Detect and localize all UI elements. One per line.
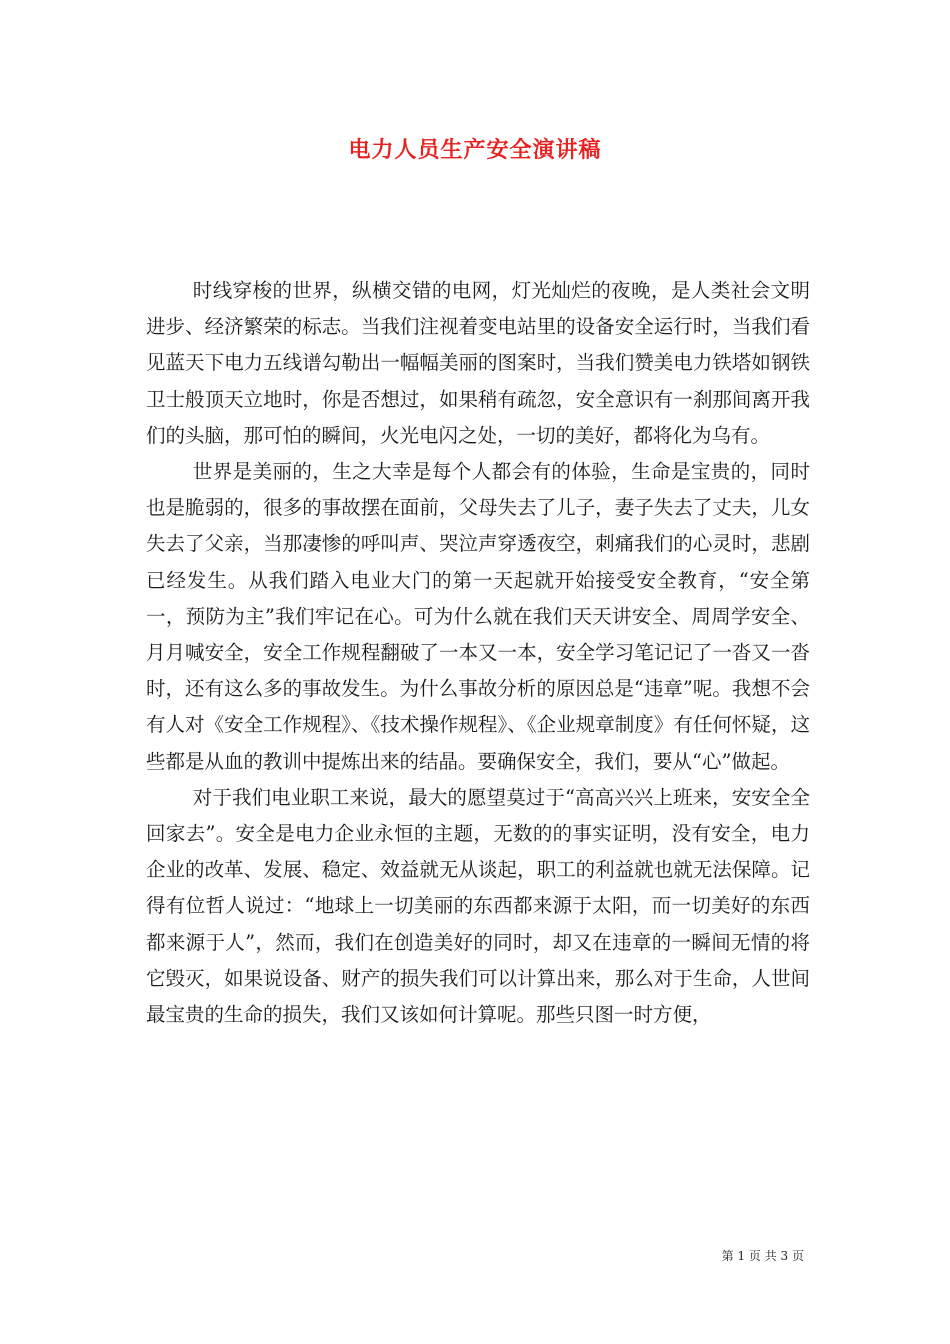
document-title: 电力人员生产安全演讲稿 [348,137,602,163]
paragraph-1: 时线穿梭的世界，纵横交错的电网，灯光灿烂的夜晚，是人类社会文明进步、经济繁荣的标志。当我们注视着变电站里的设备安全运行时，当我们看见蓝天下电力五线谱勾勒出一幅幅美丽的图案时，当我们赞美电力铁塔如钢铁卫士般顶天立地时，你是否想过，如果稍有疏忽，安全意识有一刹那间离开我们的头脑，那可怕的瞬间，火光电闪之处，一切的美好，都将化为乌有。 [146,279,810,447]
page-footer: 第 1 页 共 3 页 [721,1249,804,1263]
paragraph-3: 对于我们电业职工来说，最大的愿望莫过于“高高兴兴上班来，安安全全回家去”。安全是电力企业永恒的主题，无数的的事实证明，没有安全，电力企业的改革、发展、稳定、效益就无从谈起，职工的利益就也就无法保障。记得有位哲人说过：“地球上一切美丽的东西都来源于太阳，而一切美好的东西都来源于人”，然而，我们在创造美好的同时，却又在违章的一瞬间无情的将它毁灭，如果说设备、财产的损失我们可以计算出来，那么对于生命，人世间最宝贵的生命的损失，我们又该如何计算呢。那些只图一时方便， [146,785,810,1027]
document-body [146,273,810,1033]
paragraph-2: 世界是美丽的，生之大幸是每个人都会有的体验，生命是宝贵的，同时也是脆弱的，很多的事故摆在面前，父母失去了儿子，妻子失去了丈夫，儿女失去了父亲，当那凄惨的呼叫声、哭泣声穿透夜空，刺痛我们的心灵时，悲剧已经发生。从我们踏入电业大门的第一天起就开始接受安全教育，“安全第一，预防为主”我们牢记在心。可为什么就在我们天天讲安全、周周学安全、月月喊安全，安全工作规程翻破了一本又一本，安全学习笔记记了一沓又一沓时，还有这么多的事故发生。为什么事故分析的原因总是“违章”呢。我想不会有人对《安全工作规程》、《技术操作规程》、《企业规章制度》有任何怀疑，这些都是从血的教训中提炼出来的结晶。要确保安全，我们，要从“心”做起。 [146,460,810,773]
